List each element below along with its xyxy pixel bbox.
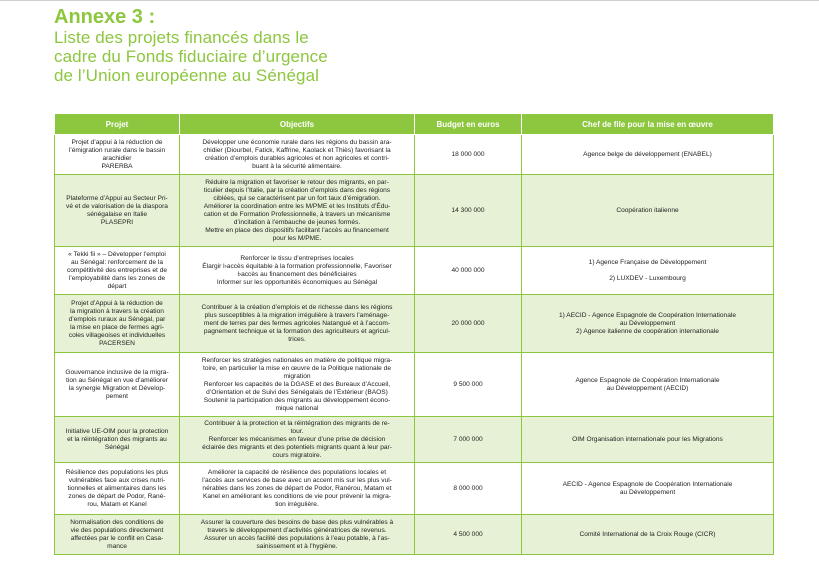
- annex-title: [54, 6, 328, 85]
- cell-line: Renforcer les capacités de la DGASE et des Bureaux d’Accueil,: [203, 380, 391, 388]
- objectives-cell: [180, 135, 415, 175]
- cell-line: zones de départ de Podor, Rané-: [68, 492, 166, 500]
- cell-line: 1) AECID - Agence Espagnole de Coopération Internationale: [558, 311, 737, 319]
- budget-cell: 9 500 000: [415, 353, 522, 417]
- cell-line: Informer sur les opportunités économiques au Sénégal: [216, 278, 378, 286]
- cell-line: d’emplois ruraux au Sénégal, par: [68, 315, 166, 323]
- cell-line: 1) Agence Française de Développement: [588, 258, 707, 266]
- cell-line: Renforcer les stratégies nationales en matière de politique migra-: [201, 356, 393, 364]
- table-row: [55, 417, 774, 463]
- cell-line: Améliorer la coordination entre les M/PME et les Instituts d’Édu-: [203, 202, 391, 210]
- cell-line: plus susceptibles à la migration irrégulière à travers l’aménage-: [204, 311, 390, 319]
- budget-cell: 20 000 000: [415, 295, 522, 353]
- lead-agency-cell: [522, 247, 774, 295]
- cell-line: pement: [106, 392, 128, 400]
- header-chef-de-file: Chef de file pour la mise en œuvre: [522, 114, 774, 135]
- objectives-cell: [180, 417, 415, 463]
- cell-line: pagnement technique et la formation des agriculteurs et agricul-: [203, 327, 391, 335]
- cell-line: cours migratoire.: [272, 451, 322, 459]
- objectives-cell: [180, 175, 415, 247]
- budget-cell: 40 000 000: [415, 247, 522, 295]
- lead-agency-cell: [522, 463, 774, 515]
- cell-line: buant à la sécurité alimentaire.: [252, 162, 342, 170]
- cell-line: Renforcer le tissu d’entreprises locales: [240, 254, 354, 262]
- project-cell: [55, 175, 180, 247]
- cell-line: tion au Sénégal en vue d’améliorer: [66, 376, 168, 384]
- cell-line: coles villageoises et individuelles: [68, 331, 166, 339]
- cell-line: ticulier depuis l’Italie, par la création d’emplois dans des régions: [203, 186, 391, 194]
- title-line: de l’Union européenne au Sénégal: [54, 66, 320, 85]
- cell-line: sainissement et à l’hygiène.: [256, 542, 338, 550]
- cell-line: Gouvernance inclusive de la migra-: [65, 368, 169, 376]
- cell-line: départ: [107, 282, 127, 290]
- cell-line: ment de terres par des fermes agricoles Natangué et à l’accom-: [203, 319, 391, 327]
- cell-line: Contribuer à la protection et la réintégration des migrants de re-: [204, 419, 390, 427]
- cell-line: la synergie Migration et Dévelop-: [68, 384, 166, 392]
- lead-agency-cell: [522, 135, 774, 175]
- cell-line: tour.: [290, 427, 304, 435]
- cell-line: [526, 267, 769, 275]
- cell-line: « Tekki fii » – Développer l’emploi: [68, 250, 166, 258]
- table-row: [55, 175, 774, 247]
- project-cell: [55, 515, 180, 555]
- cell-line: au Développement (AECID): [606, 384, 689, 392]
- cell-line: toire, en particulier la mise en œuvre de la Politique nationale de: [202, 364, 392, 372]
- cell-line: Kanel en améliorant les conditions de vie pour prévenir la migra-: [202, 492, 392, 500]
- cell-line: Projet d’appui à la réduction de: [71, 138, 163, 146]
- cell-line: Coopération italienne: [616, 206, 679, 214]
- cell-line: tionnelles et alimentaires dans les: [67, 484, 167, 492]
- cell-line: Améliorer la capacité de résilience des populations locales et: [207, 468, 387, 476]
- table-row: [55, 463, 774, 515]
- cell-line: Comité International de la Croix Rouge (CICR): [579, 530, 716, 538]
- title-line: cadre du Fonds fiduciaire d’urgence: [54, 47, 328, 66]
- lead-agency-cell: [522, 175, 774, 247]
- cell-line: cation et de Formation Professionnelle, à travers un mécanisme: [203, 210, 391, 218]
- cell-line: d’incitation à l’embauche de jeunes formés.: [233, 218, 361, 226]
- cell-line: mique national: [275, 404, 319, 412]
- cell-line: Développer une économie rurale dans les régions du bassin ara-: [202, 138, 392, 146]
- cell-line: Normalisation des conditions de: [70, 518, 164, 526]
- lead-agency-cell: [522, 515, 774, 555]
- cell-line: mance: [107, 542, 127, 550]
- cell-line: 2) LUXDEV - Luxembourg: [609, 274, 686, 282]
- project-cell: [55, 135, 180, 175]
- annex-heading: Annexe 3 :: [54, 6, 156, 28]
- cell-line: arachidier: [102, 154, 132, 162]
- table-row: [55, 295, 774, 353]
- cell-line: PLASEPRI: [100, 218, 134, 226]
- cell-line: Résilience des populations les plus: [65, 468, 169, 476]
- top-divider: [0, 0, 819, 1]
- cell-line: rou, Matam et Kanel: [87, 500, 147, 508]
- projects-table: [54, 113, 774, 555]
- objectives-cell: [180, 515, 415, 555]
- cell-line: Initiative UE-OIM pour la protection: [65, 427, 169, 435]
- header-projet: Projet: [55, 114, 180, 135]
- cell-line: chidier (Diourbel, Fatick, Kaffrine, Kaolack et Thiès) favorisant la: [203, 146, 391, 154]
- cell-line: ciblées, qui se caractérisent par un fort taux d’émigration.: [213, 194, 381, 202]
- budget-cell: 8 000 000: [415, 463, 522, 515]
- cell-line: l›accès au financement des bénéficiaires: [237, 270, 357, 278]
- cell-line: nérables dans les zones de départ de Podor, Ranérou, Matam et: [202, 484, 392, 492]
- budget-cell: 7 000 000: [415, 417, 522, 463]
- cell-line: Renforcer les mécanismes en faveur d’une prise de décision: [208, 435, 386, 443]
- cell-line: compétitivité des entreprises et de: [66, 266, 168, 274]
- cell-line: 2) Agence italienne de coopération internationale: [576, 327, 719, 335]
- cell-line: l’émigration rurale dans le bassin: [68, 146, 166, 154]
- objectives-cell: [180, 247, 415, 295]
- cell-line: AECID - Agence Espagnole de Coopération Internationale: [562, 480, 733, 488]
- cell-line: création d’emplois durables agricoles et non agricoles et contri-: [204, 154, 390, 162]
- cell-line: au Développement: [619, 488, 676, 496]
- project-cell: [55, 247, 180, 295]
- cell-line: Sénégal: [104, 443, 130, 451]
- cell-line: l’accès aux services de base avec un accent mis sur les plus vul-: [202, 476, 392, 484]
- table-row: [55, 247, 774, 295]
- table-header-row: [55, 114, 774, 135]
- cell-line: pour les M/PME.: [272, 234, 322, 242]
- title-line: Liste des projets financés dans le: [54, 28, 309, 47]
- table-row: [55, 135, 774, 175]
- cell-line: sénégalaise en Italie: [86, 210, 148, 218]
- cell-line: PACERSEN: [99, 339, 135, 347]
- header-objectifs: Objectifs: [180, 114, 415, 135]
- project-cell: [55, 295, 180, 353]
- cell-line: Mettre en place des dispositifs facilitant l’accès au financement: [205, 226, 389, 234]
- cell-line: PARERBA: [101, 162, 133, 170]
- cell-line: Élargir l›accès équitable à la formation professionnelle, Favoriser: [202, 262, 392, 270]
- cell-line: Assurer la couverture des besoins de base des plus vulnérables à: [200, 518, 394, 526]
- objectives-cell: [180, 353, 415, 417]
- cell-line: la migration à travers la création: [70, 307, 164, 315]
- cell-line: Plateforme d’Appui au Secteur Pri-: [66, 194, 168, 202]
- budget-cell: 14 300 000: [415, 175, 522, 247]
- cell-line: Soutenir la participation des migrants au développement écono-: [203, 396, 391, 404]
- cell-line: vulnérables face aux crises nutri-: [68, 476, 166, 484]
- cell-line: la mise en place de fermes agri-: [70, 323, 164, 331]
- cell-line: au Développement: [619, 319, 676, 327]
- cell-line: trices.: [288, 335, 306, 343]
- cell-line: vé et de valorisation de la diaspora: [66, 202, 168, 210]
- project-cell: [55, 353, 180, 417]
- cell-line: au Sénégal: renforcement de la: [70, 258, 163, 266]
- cell-line: migration: [283, 372, 311, 380]
- cell-line: d’Orientation et de Suivi des Sénégalais de l’Extérieur (BAOS): [206, 388, 388, 396]
- cell-line: tion irrégulière.: [275, 500, 319, 508]
- cell-line: Agence belge de développement (ENABEL): [583, 150, 712, 158]
- lead-agency-cell: [522, 353, 774, 417]
- lead-agency-cell: [522, 295, 774, 353]
- cell-line: Assurer un accès facilité des populations à l’eau potable, à l’as-: [204, 534, 390, 542]
- lead-agency-cell: [522, 417, 774, 463]
- cell-line: éclairée des migrants et des potentiels migrants quant à leur par-: [202, 443, 392, 451]
- table-row: [55, 353, 774, 417]
- cell-line: et la réintégration des migrants au: [67, 435, 167, 443]
- cell-line: travers le développement d’activités génératrices de revenus.: [207, 526, 387, 534]
- project-cell: [55, 463, 180, 515]
- cell-line: Projet d’Appui à la réduction de: [71, 299, 163, 307]
- cell-line: affectées par le conflit en Casa-: [70, 534, 164, 542]
- cell-line: vie des populations directement: [70, 526, 164, 534]
- table-row: [55, 515, 774, 555]
- budget-cell: 4 500 000: [415, 515, 522, 555]
- header-budget: Budget en euros: [415, 114, 522, 135]
- cell-line: Contribuer à la création d’emplois et de richesse dans les régions: [201, 303, 393, 311]
- project-cell: [55, 417, 180, 463]
- cell-line: OIM Organisation internationale pour les Migrations: [572, 435, 723, 443]
- budget-cell: 18 000 000: [415, 135, 522, 175]
- cell-line: Réduire la migration et favoriser le retour des migrants, en par-: [205, 178, 389, 186]
- cell-line: Agence Espagnole de Coopération Internationale: [575, 376, 720, 384]
- objectives-cell: [180, 295, 415, 353]
- objectives-cell: [180, 463, 415, 515]
- cell-line: l’employabilité dans les zones de: [68, 274, 166, 282]
